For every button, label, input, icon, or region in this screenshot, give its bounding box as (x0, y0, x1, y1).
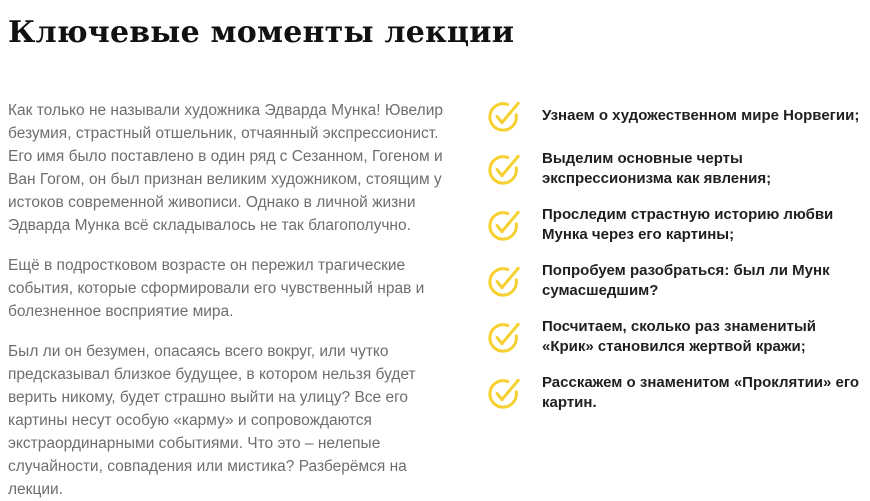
check-circle-icon (488, 208, 522, 242)
highlight-label: Расскажем о знаменитом «Проклятии» его картин. (542, 374, 860, 411)
check-circle-icon (488, 264, 522, 298)
lecture-description (8, 99, 466, 501)
highlight-label: Проследим страстную историю любви Мунка через его картины; (542, 206, 834, 243)
check-circle-icon (488, 320, 522, 354)
lecture-highlights-list (488, 99, 870, 413)
check-circle-icon (488, 99, 522, 133)
list-item (488, 99, 870, 133)
list-item (488, 373, 870, 413)
description-paragraph-1: Как только не называли художника Эдварда Мунка! Ювелир безумия, страстный отшельник, отчаянный экспрессионист. Его имя было поставлено в один ряд с Сезанном, Гогеном и Ван Гогом, он был признан великим художником, стоящим у истоков современной живописи. Однако в личной жизни Эдварда Мунка всё складывалось не так благополучно. (8, 102, 443, 234)
highlight-label: Попробуем разобраться: был ли Мунк сумасшедшим? (542, 262, 830, 299)
list-item (488, 317, 870, 357)
content-columns (8, 99, 870, 501)
check-circle-icon (488, 152, 522, 186)
list-item (488, 205, 870, 245)
description-paragraph-2: Ещё в подростковом возрасте он пережил трагические события, которые сформировали его чувственный нрав и болезненное восприятие мира. (8, 257, 425, 320)
list-item (488, 149, 870, 189)
list-item (488, 261, 870, 301)
highlight-label: Узнаем о художественном мире Норвегии; (542, 107, 860, 124)
description-paragraph-3: Был ли он безумен, опасаясь всего вокруг, или чутко предсказывал близкое будущее, в котором нельзя будет верить никому, будет страшно выйти на улицу? Все его картины несут особую «карму» и сопровождаются экстраординарными событиями. Что это – нелепые случайности, совпадения или мистика? Разберёмся на лекции. (8, 343, 416, 498)
page-title: Ключевые моменты лекции (8, 15, 515, 50)
highlight-label: Выделим основные черты экспрессионизма как явления; (542, 150, 772, 187)
highlight-label: Посчитаем, сколько раз знаменитый «Крик» становился жертвой кражи; (542, 318, 816, 355)
check-circle-icon (488, 376, 522, 410)
